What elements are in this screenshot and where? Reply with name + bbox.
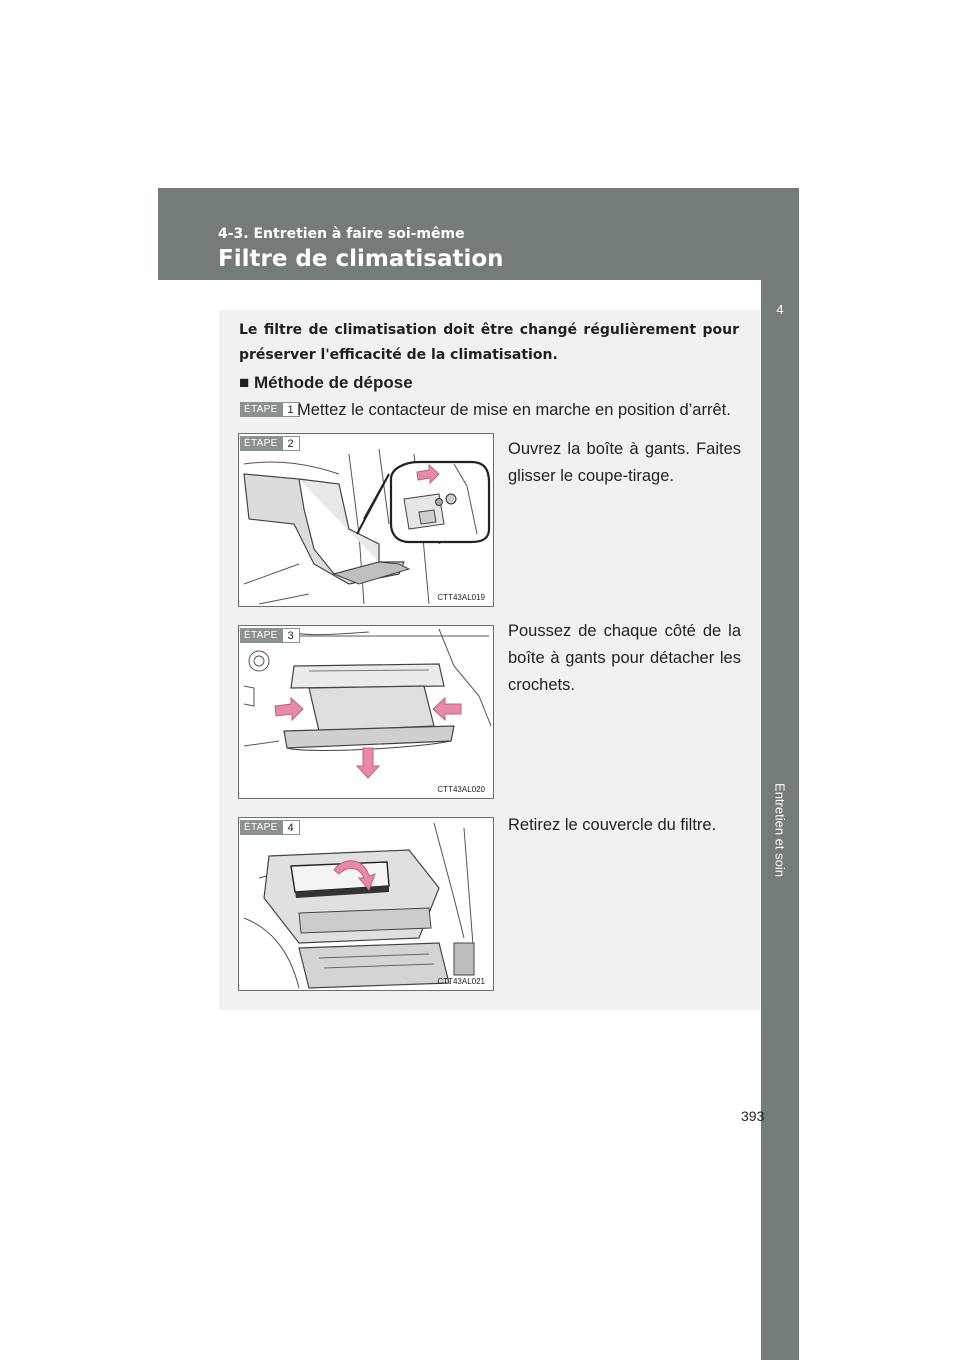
step-badge-label: ÉTAPE xyxy=(240,628,282,643)
figure-step-4 xyxy=(238,817,494,991)
figure-code: CTT43AL020 xyxy=(437,785,485,794)
arrow-right-icon xyxy=(275,698,303,720)
step-2-text: Ouvrez la boîte à gants. Faites glisser le coupe-tirage. xyxy=(508,440,741,485)
page-title: Filtre de climatisation xyxy=(218,246,504,272)
step-badge-label: ÉTAPE xyxy=(240,402,282,417)
glovebox-hooks-illustration xyxy=(239,626,494,799)
figure-code: CTT43AL021 xyxy=(437,977,485,986)
step-3-text: Poussez de chaque côté de la boîte à gants pour détacher les crochets. xyxy=(508,622,741,694)
step-badge-label: ÉTAPE xyxy=(240,436,282,451)
figure-step-2 xyxy=(238,433,494,607)
glovebox-open-illustration xyxy=(239,434,494,607)
step-badge-number: 2 xyxy=(282,436,300,451)
section-label: 4-3. Entretien à faire soi-même xyxy=(218,226,465,242)
glovebox-opening xyxy=(291,664,444,688)
figure-step-3 xyxy=(238,625,494,799)
step-badge-3 xyxy=(240,628,300,643)
step-badge-number: 3 xyxy=(282,628,300,643)
side-tab-label-container xyxy=(761,760,799,900)
page-number: 393 xyxy=(741,1108,765,1124)
arrow-down-icon xyxy=(357,748,379,778)
step-1-text: Mettez le contacteur de mise en marche en position d’arrêt. xyxy=(297,401,731,419)
figure-code: CTT43AL019 xyxy=(437,593,485,602)
intro-text: Le filtre de climatisation doit être changé régulièrement pour préserver l'efficacité de la climatisation. xyxy=(239,322,739,363)
step-badge-1 xyxy=(240,402,300,417)
subheading: ■ Méthode de dépose xyxy=(239,373,413,392)
step-badge-number: 4 xyxy=(282,820,300,835)
step-4-text: Retirez le couvercle du filtre. xyxy=(508,816,717,834)
filter-cover-illustration xyxy=(239,818,494,991)
step-badge-4 xyxy=(240,820,300,835)
step-badge-2 xyxy=(240,436,300,451)
step-badge-label: ÉTAPE xyxy=(240,820,282,835)
step-badge-number: 1 xyxy=(282,402,300,417)
side-tab-label: Entretien et soin xyxy=(772,783,788,877)
side-tab-number: 4 xyxy=(776,302,784,317)
arrow-left-icon xyxy=(433,698,461,720)
